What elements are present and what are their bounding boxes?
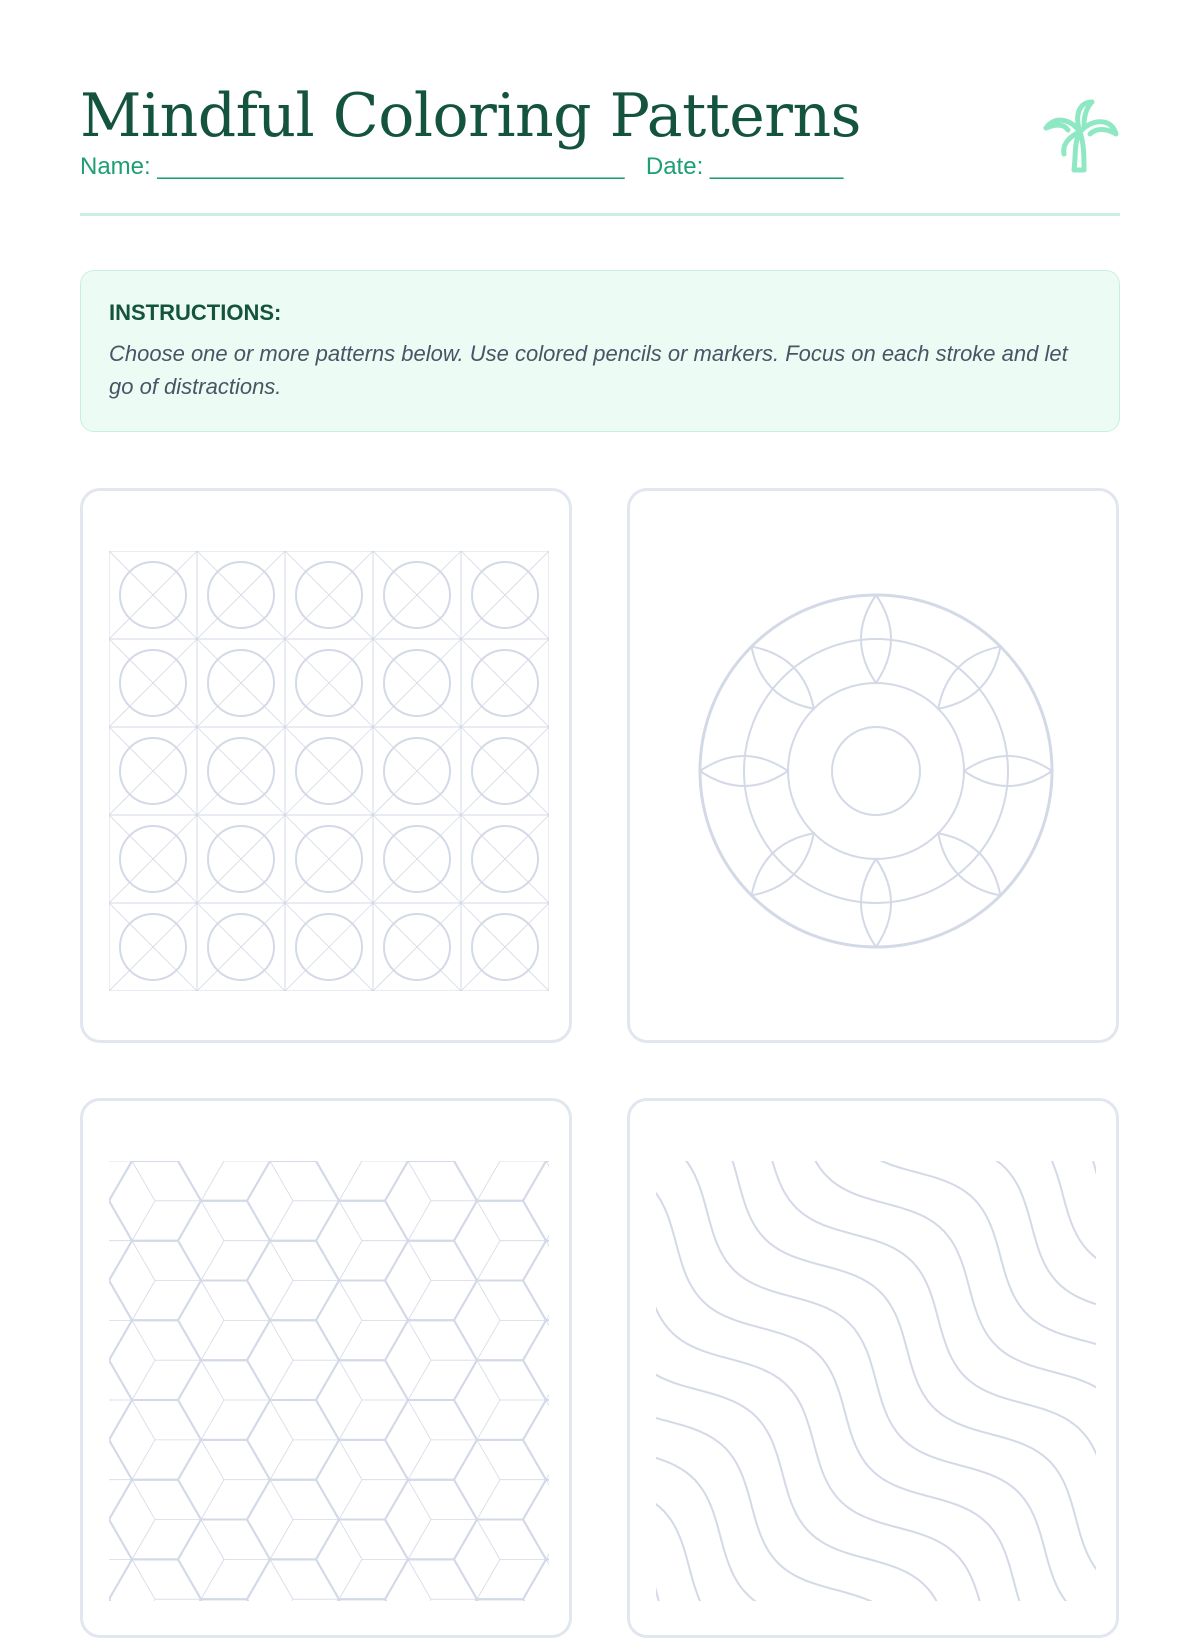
wave-pattern [656,1161,1096,1601]
pattern-card-circle-grid[interactable] [80,488,572,1043]
circle-grid-pattern [109,551,549,991]
mandala-pattern [656,551,1096,991]
date-label: Date: [645,153,704,180]
name-field[interactable]: ___________________________________ [157,153,625,180]
instructions-text: Choose one or more patterns below. Use colored pencils or markers. Focus on each stroke and let go of distractions. [109,341,1068,399]
header-divider [80,213,1120,216]
palm-tree-icon [1040,96,1120,176]
hexagon-pattern [109,1161,549,1601]
date-field[interactable]: __________ [709,153,844,180]
instructions-heading: INSTRUCTIONS: [109,300,282,325]
pattern-card-waves[interactable] [627,1098,1119,1638]
name-date-line [80,152,843,182]
page-title: Mindful Coloring Patterns [80,81,861,151]
pattern-card-mandala[interactable] [627,488,1119,1043]
pattern-card-hexagon[interactable] [80,1098,572,1638]
instructions-panel [80,270,1120,432]
name-label: Name: [80,153,151,180]
